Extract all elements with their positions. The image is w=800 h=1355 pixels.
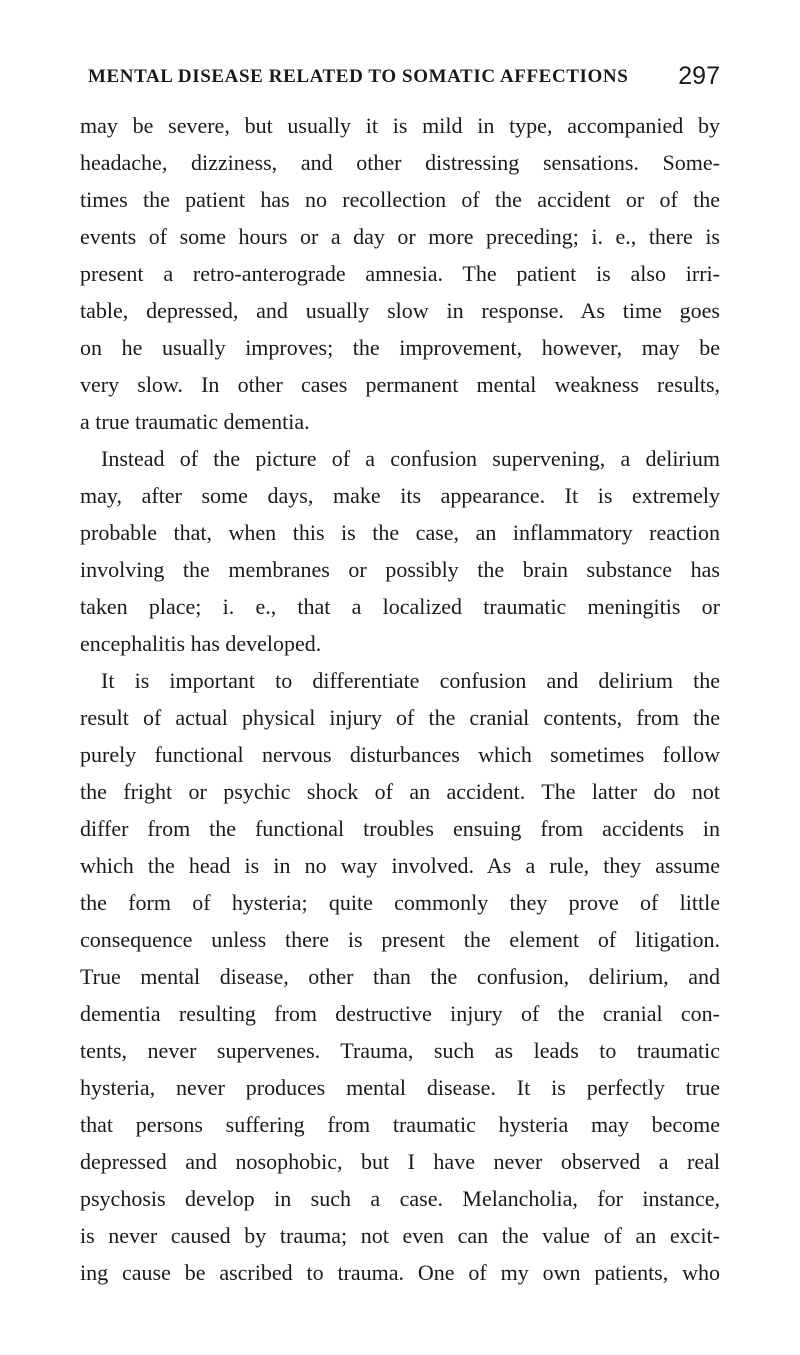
text-line: hysteria, never produces mental disease. It is perfectly true [80, 1075, 720, 1100]
text-line: is never caused by trauma; not even can the value of an excit- [80, 1223, 720, 1248]
text-line: may be severe, but usually it is mild in type, accompanied by [80, 113, 720, 138]
text-line: tents, never supervenes. Trauma, such as leads to traumatic [80, 1038, 720, 1063]
paragraph-start-line: It is important to differentiate confusion and delirium the [101, 668, 720, 693]
text-line: taken place; i. e., that a localized traumatic meningitis or [80, 594, 720, 619]
text-line: very slow. In other cases permanent mental weakness results, [80, 372, 720, 397]
text-line: involving the membranes or possibly the brain substance has [80, 557, 720, 582]
text-line: which the head is in no way involved. As a rule, they assume [80, 853, 720, 878]
text-line: differ from the functional troubles ensuing from accidents in [80, 816, 720, 841]
text-line: True mental disease, other than the confusion, delirium, and [80, 964, 720, 989]
paragraph-start-line: Instead of the picture of a confusion supervening, a delirium [101, 446, 720, 471]
text-line: table, depressed, and usually slow in response. As time goes [80, 298, 720, 323]
text-line: ing cause be ascribed to trauma. One of my own patients, who [80, 1260, 720, 1285]
text-line: times the patient has no recollection of the accident or of the [80, 187, 720, 212]
text-line: the form of hysteria; quite commonly they prove of little [80, 890, 720, 915]
text-line: probable that, when this is the case, an inflammatory reaction [80, 520, 720, 545]
text-line: encephalitis has developed. [80, 631, 322, 656]
text-line: present a retro-anterograde amnesia. The patient is also irri- [80, 261, 720, 286]
text-line: events of some hours or a day or more preceding; i. e., there is [80, 224, 720, 249]
text-line: purely functional nervous disturbances which sometimes follow [80, 742, 720, 767]
text-line: a true traumatic dementia. [80, 409, 310, 434]
text-line: headache, dizziness, and other distressing sensations. Some- [80, 150, 720, 175]
running-title: MENTAL DISEASE RELATED TO SOMATIC AFFECTIONS [88, 66, 629, 87]
text-line: the fright or psychic shock of an accident. The latter do not [80, 779, 720, 804]
text-line: may, after some days, make its appearance. It is extremely [80, 483, 720, 508]
running-head [88, 62, 720, 96]
text-line: on he usually improves; the improvement, however, may be [80, 335, 720, 360]
text-line: result of actual physical injury of the cranial contents, from the [80, 705, 720, 730]
text-line: psychosis develop in such a case. Melancholia, for instance, [80, 1186, 720, 1211]
text-line: depressed and nosophobic, but I have never observed a real [80, 1149, 720, 1174]
text-line: dementia resulting from destructive injury of the cranial con- [80, 1001, 720, 1026]
page-number: 297 [678, 62, 720, 90]
text-line: that persons suffering from traumatic hysteria may become [80, 1112, 720, 1137]
text-line: consequence unless there is present the element of litigation. [80, 927, 720, 952]
